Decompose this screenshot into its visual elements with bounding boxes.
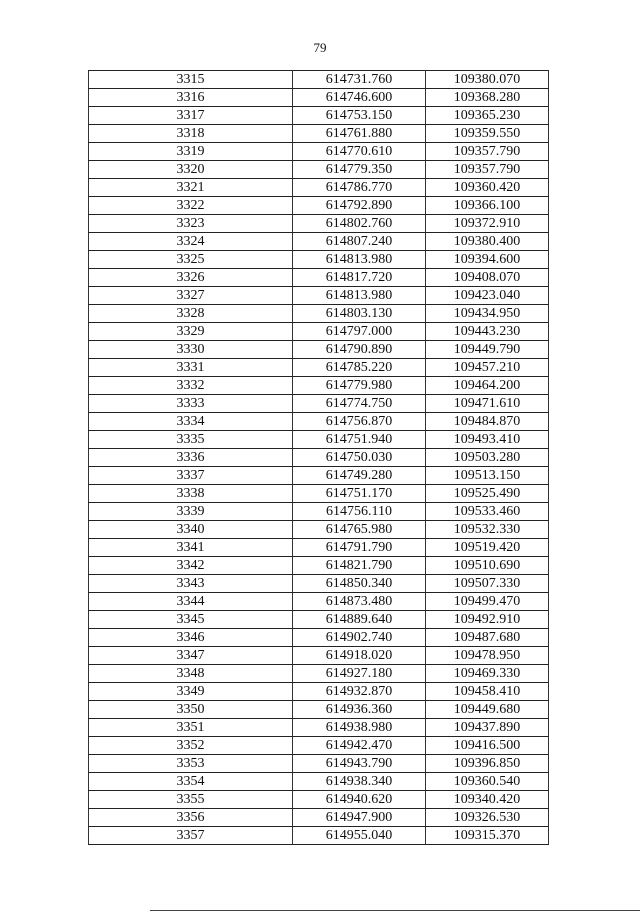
table-row xyxy=(89,161,549,179)
y-coordinate-cell: 109416.500 xyxy=(426,737,549,755)
x-coordinate-cell: 614792.890 xyxy=(293,197,426,215)
table-row xyxy=(89,215,549,233)
y-coordinate-cell: 109423.040 xyxy=(426,287,549,305)
table-row xyxy=(89,539,549,557)
table-row xyxy=(89,647,549,665)
y-coordinate-cell: 109449.680 xyxy=(426,701,549,719)
table-row xyxy=(89,737,549,755)
point-id-cell: 3353 xyxy=(89,755,293,773)
y-coordinate-cell: 109510.690 xyxy=(426,557,549,575)
table-row xyxy=(89,593,549,611)
point-id-cell: 3341 xyxy=(89,539,293,557)
point-id-cell: 3332 xyxy=(89,377,293,395)
x-coordinate-cell: 614750.030 xyxy=(293,449,426,467)
y-coordinate-cell: 109380.070 xyxy=(426,71,549,89)
x-coordinate-cell: 614785.220 xyxy=(293,359,426,377)
table-row xyxy=(89,503,549,521)
table-row xyxy=(89,197,549,215)
x-coordinate-cell: 614749.280 xyxy=(293,467,426,485)
point-id-cell: 3337 xyxy=(89,467,293,485)
table-row xyxy=(89,575,549,593)
coordinates-table-body xyxy=(89,71,549,845)
x-coordinate-cell: 614790.890 xyxy=(293,341,426,359)
y-coordinate-cell: 109368.280 xyxy=(426,89,549,107)
point-id-cell: 3349 xyxy=(89,683,293,701)
point-id-cell: 3354 xyxy=(89,773,293,791)
x-coordinate-cell: 614803.130 xyxy=(293,305,426,323)
x-coordinate-cell: 614756.110 xyxy=(293,503,426,521)
table-row xyxy=(89,557,549,575)
y-coordinate-cell: 109357.790 xyxy=(426,143,549,161)
x-coordinate-cell: 614813.980 xyxy=(293,287,426,305)
y-coordinate-cell: 109532.330 xyxy=(426,521,549,539)
point-id-cell: 3357 xyxy=(89,827,293,845)
y-coordinate-cell: 109315.370 xyxy=(426,827,549,845)
table-row xyxy=(89,71,549,89)
point-id-cell: 3315 xyxy=(89,71,293,89)
table-row xyxy=(89,233,549,251)
table-row xyxy=(89,341,549,359)
table-row xyxy=(89,485,549,503)
table-row xyxy=(89,125,549,143)
x-coordinate-cell: 614943.790 xyxy=(293,755,426,773)
x-coordinate-cell: 614751.170 xyxy=(293,485,426,503)
y-coordinate-cell: 109484.870 xyxy=(426,413,549,431)
point-id-cell: 3330 xyxy=(89,341,293,359)
table-row xyxy=(89,143,549,161)
table-row xyxy=(89,269,549,287)
y-coordinate-cell: 109360.420 xyxy=(426,179,549,197)
point-id-cell: 3335 xyxy=(89,431,293,449)
point-id-cell: 3346 xyxy=(89,629,293,647)
table-row xyxy=(89,89,549,107)
x-coordinate-cell: 614938.340 xyxy=(293,773,426,791)
table-row xyxy=(89,431,549,449)
table-row xyxy=(89,629,549,647)
x-coordinate-cell: 614873.480 xyxy=(293,593,426,611)
point-id-cell: 3334 xyxy=(89,413,293,431)
y-coordinate-cell: 109396.850 xyxy=(426,755,549,773)
point-id-cell: 3339 xyxy=(89,503,293,521)
x-coordinate-cell: 614761.880 xyxy=(293,125,426,143)
y-coordinate-cell: 109503.280 xyxy=(426,449,549,467)
x-coordinate-cell: 614813.980 xyxy=(293,251,426,269)
table-row xyxy=(89,305,549,323)
y-coordinate-cell: 109513.150 xyxy=(426,467,549,485)
point-id-cell: 3343 xyxy=(89,575,293,593)
table-row xyxy=(89,413,549,431)
table-row xyxy=(89,719,549,737)
point-id-cell: 3333 xyxy=(89,395,293,413)
x-coordinate-cell: 614942.470 xyxy=(293,737,426,755)
point-id-cell: 3336 xyxy=(89,449,293,467)
y-coordinate-cell: 109478.950 xyxy=(426,647,549,665)
y-coordinate-cell: 109357.790 xyxy=(426,161,549,179)
x-coordinate-cell: 614902.740 xyxy=(293,629,426,647)
y-coordinate-cell: 109326.530 xyxy=(426,809,549,827)
y-coordinate-cell: 109499.470 xyxy=(426,593,549,611)
table-row xyxy=(89,287,549,305)
y-coordinate-cell: 109519.420 xyxy=(426,539,549,557)
page-number: 79 xyxy=(313,40,327,55)
table-row xyxy=(89,377,549,395)
table-row xyxy=(89,827,549,845)
y-coordinate-cell: 109525.490 xyxy=(426,485,549,503)
table-row xyxy=(89,251,549,269)
x-coordinate-cell: 614850.340 xyxy=(293,575,426,593)
x-coordinate-cell: 614779.350 xyxy=(293,161,426,179)
x-coordinate-cell: 614807.240 xyxy=(293,233,426,251)
point-id-cell: 3316 xyxy=(89,89,293,107)
x-coordinate-cell: 614756.870 xyxy=(293,413,426,431)
point-id-cell: 3355 xyxy=(89,791,293,809)
x-coordinate-cell: 614802.760 xyxy=(293,215,426,233)
x-coordinate-cell: 614821.790 xyxy=(293,557,426,575)
y-coordinate-cell: 109340.420 xyxy=(426,791,549,809)
x-coordinate-cell: 614936.360 xyxy=(293,701,426,719)
x-coordinate-cell: 614918.020 xyxy=(293,647,426,665)
page-bottom-rule xyxy=(150,910,640,911)
point-id-cell: 3328 xyxy=(89,305,293,323)
y-coordinate-cell: 109507.330 xyxy=(426,575,549,593)
y-coordinate-cell: 109366.100 xyxy=(426,197,549,215)
point-id-cell: 3351 xyxy=(89,719,293,737)
y-coordinate-cell: 109533.460 xyxy=(426,503,549,521)
y-coordinate-cell: 109360.540 xyxy=(426,773,549,791)
point-id-cell: 3356 xyxy=(89,809,293,827)
table-row xyxy=(89,683,549,701)
x-coordinate-cell: 614786.770 xyxy=(293,179,426,197)
table-row xyxy=(89,755,549,773)
x-coordinate-cell: 614746.600 xyxy=(293,89,426,107)
point-id-cell: 3323 xyxy=(89,215,293,233)
table-row xyxy=(89,395,549,413)
x-coordinate-cell: 614779.980 xyxy=(293,377,426,395)
table-row xyxy=(89,179,549,197)
point-id-cell: 3324 xyxy=(89,233,293,251)
point-id-cell: 3338 xyxy=(89,485,293,503)
x-coordinate-cell: 614797.000 xyxy=(293,323,426,341)
x-coordinate-cell: 614770.610 xyxy=(293,143,426,161)
y-coordinate-cell: 109437.890 xyxy=(426,719,549,737)
point-id-cell: 3348 xyxy=(89,665,293,683)
y-coordinate-cell: 109434.950 xyxy=(426,305,549,323)
table-row xyxy=(89,359,549,377)
y-coordinate-cell: 109493.410 xyxy=(426,431,549,449)
table-row xyxy=(89,467,549,485)
table-row xyxy=(89,323,549,341)
point-id-cell: 3320 xyxy=(89,161,293,179)
y-coordinate-cell: 109464.200 xyxy=(426,377,549,395)
x-coordinate-cell: 614765.980 xyxy=(293,521,426,539)
x-coordinate-cell: 614817.720 xyxy=(293,269,426,287)
y-coordinate-cell: 109449.790 xyxy=(426,341,549,359)
y-coordinate-cell: 109457.210 xyxy=(426,359,549,377)
table-row xyxy=(89,791,549,809)
x-coordinate-cell: 614889.640 xyxy=(293,611,426,629)
x-coordinate-cell: 614753.150 xyxy=(293,107,426,125)
x-coordinate-cell: 614751.940 xyxy=(293,431,426,449)
x-coordinate-cell: 614791.790 xyxy=(293,539,426,557)
point-id-cell: 3317 xyxy=(89,107,293,125)
point-id-cell: 3325 xyxy=(89,251,293,269)
y-coordinate-cell: 109408.070 xyxy=(426,269,549,287)
table-row xyxy=(89,611,549,629)
coordinates-table xyxy=(88,70,549,845)
y-coordinate-cell: 109469.330 xyxy=(426,665,549,683)
point-id-cell: 3319 xyxy=(89,143,293,161)
table-row xyxy=(89,701,549,719)
point-id-cell: 3350 xyxy=(89,701,293,719)
point-id-cell: 3345 xyxy=(89,611,293,629)
table-row xyxy=(89,521,549,539)
x-coordinate-cell: 614938.980 xyxy=(293,719,426,737)
y-coordinate-cell: 109471.610 xyxy=(426,395,549,413)
y-coordinate-cell: 109458.410 xyxy=(426,683,549,701)
y-coordinate-cell: 109487.680 xyxy=(426,629,549,647)
point-id-cell: 3329 xyxy=(89,323,293,341)
table-row xyxy=(89,449,549,467)
y-coordinate-cell: 109359.550 xyxy=(426,125,549,143)
point-id-cell: 3326 xyxy=(89,269,293,287)
point-id-cell: 3340 xyxy=(89,521,293,539)
x-coordinate-cell: 614731.760 xyxy=(293,71,426,89)
y-coordinate-cell: 109492.910 xyxy=(426,611,549,629)
y-coordinate-cell: 109394.600 xyxy=(426,251,549,269)
table-row xyxy=(89,107,549,125)
point-id-cell: 3331 xyxy=(89,359,293,377)
point-id-cell: 3318 xyxy=(89,125,293,143)
point-id-cell: 3352 xyxy=(89,737,293,755)
table-row xyxy=(89,809,549,827)
x-coordinate-cell: 614955.040 xyxy=(293,827,426,845)
point-id-cell: 3342 xyxy=(89,557,293,575)
x-coordinate-cell: 614927.180 xyxy=(293,665,426,683)
x-coordinate-cell: 614947.900 xyxy=(293,809,426,827)
y-coordinate-cell: 109380.400 xyxy=(426,233,549,251)
x-coordinate-cell: 614932.870 xyxy=(293,683,426,701)
y-coordinate-cell: 109372.910 xyxy=(426,215,549,233)
x-coordinate-cell: 614940.620 xyxy=(293,791,426,809)
y-coordinate-cell: 109443.230 xyxy=(426,323,549,341)
table-row xyxy=(89,665,549,683)
x-coordinate-cell: 614774.750 xyxy=(293,395,426,413)
y-coordinate-cell: 109365.230 xyxy=(426,107,549,125)
point-id-cell: 3344 xyxy=(89,593,293,611)
table-row xyxy=(89,773,549,791)
point-id-cell: 3327 xyxy=(89,287,293,305)
point-id-cell: 3322 xyxy=(89,197,293,215)
point-id-cell: 3321 xyxy=(89,179,293,197)
point-id-cell: 3347 xyxy=(89,647,293,665)
